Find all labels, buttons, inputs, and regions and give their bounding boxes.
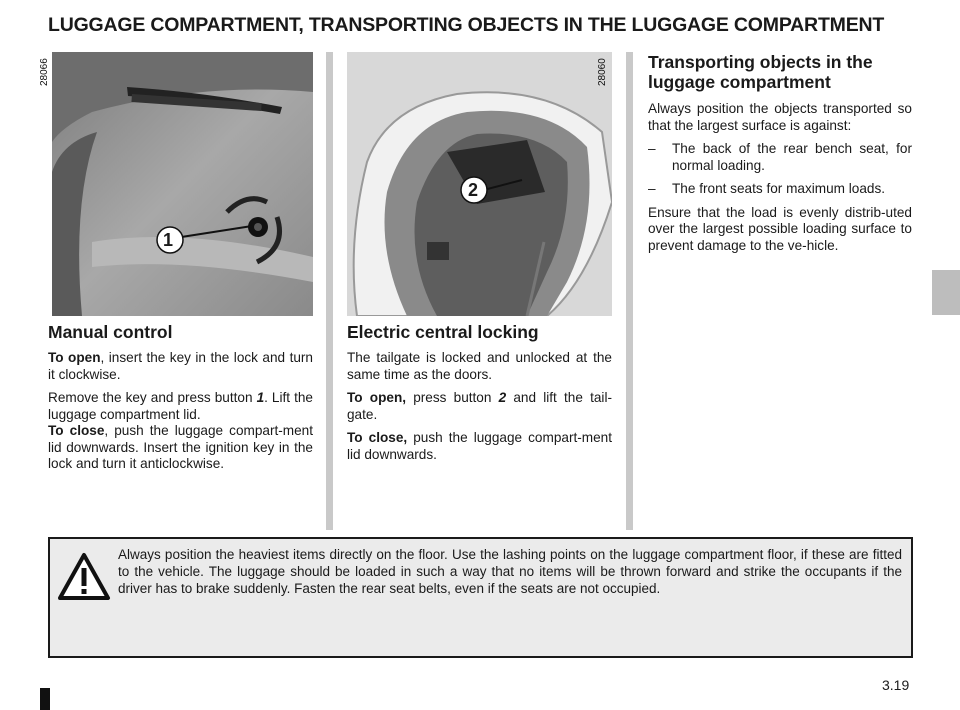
- emphasis: To open,: [347, 390, 407, 405]
- paragraph: [48, 390, 313, 423]
- car-rear-illustration: [52, 52, 313, 316]
- electric-locking-section: [347, 322, 612, 470]
- list-item: [648, 141, 912, 174]
- paragraph: The tailgate is locked and unlocked at the same time as the doors.: [347, 350, 612, 382]
- paragraph: [48, 423, 313, 473]
- warning-icon: [57, 552, 111, 602]
- figure-electric-lock: [347, 52, 612, 316]
- emphasis: To open: [48, 350, 101, 365]
- list-item-text: The front seats for maximum loads.: [672, 181, 886, 196]
- paragraph: [48, 350, 313, 383]
- section-heading: Transporting objects in the luggage compartment: [648, 52, 873, 92]
- section-heading: Electric central locking: [347, 322, 539, 342]
- column-divider: [626, 52, 633, 530]
- callout-label: 2: [468, 180, 479, 200]
- page-number: 3.19: [882, 677, 910, 693]
- list-item-text: The back of the rear bench seat, for normal loading.: [672, 141, 912, 173]
- manual-control-section: [48, 322, 313, 480]
- text: , insert the key in the lock and turn it clockwise.: [48, 350, 313, 382]
- footer-marker: [40, 688, 50, 710]
- paragraph: [347, 430, 612, 463]
- paragraph: Ensure that the load is evenly distrib-uted over the largest possible loading surface to prevent damage to the ve-hicle.: [648, 204, 912, 253]
- bullet-dash: –: [648, 141, 656, 156]
- section-heading: Manual control: [48, 322, 173, 342]
- figure-ref: 28066: [39, 58, 50, 86]
- emphasis: To close,: [347, 430, 408, 445]
- emphasis: To close: [48, 423, 105, 438]
- warning-text: Always position the heaviest items directly on the floor. Use the lashing points on the luggage compartment floor, if these are fitted to the vehicle. The luggage should be loaded in such a way that no items will be thrown forward and strike the occupants if the driver has to brake suddenly. Fasten the rear seat belts, even if the seats are not occupied.: [118, 547, 902, 596]
- figure-ref: 28060: [597, 58, 608, 86]
- text: . Lift the luggage compartment lid.: [48, 390, 313, 422]
- transporting-section: [648, 52, 912, 261]
- text: and lift the tail-gate.: [347, 390, 612, 422]
- column-divider: [326, 52, 333, 530]
- tailgate-illustration: [347, 52, 612, 316]
- paragraph: Always position the objects transported so that the largest surface is against:: [648, 101, 912, 133]
- button-reference: 1: [256, 390, 265, 405]
- text: push the luggage compart-ment lid downwards.: [347, 430, 612, 462]
- text: Remove the key and press button: [48, 390, 257, 405]
- paragraph: [347, 390, 612, 423]
- figure-manual-lock: [52, 52, 313, 316]
- text: press button: [406, 390, 499, 405]
- callout-label: 1: [163, 230, 174, 250]
- bullet-dash: –: [648, 181, 656, 196]
- button-reference: 2: [498, 390, 507, 405]
- warning-box: [48, 537, 913, 658]
- list-item: [648, 181, 912, 198]
- page-title: LUGGAGE COMPARTMENT, TRANSPORTING OBJECTS IN THE LUGGAGE COMPARTMENT: [48, 14, 885, 36]
- text: , push the luggage compart-ment lid downwards. Insert the ignition key in the lock and turn it anticlockwise.: [48, 423, 314, 471]
- section-tab: [932, 270, 960, 315]
